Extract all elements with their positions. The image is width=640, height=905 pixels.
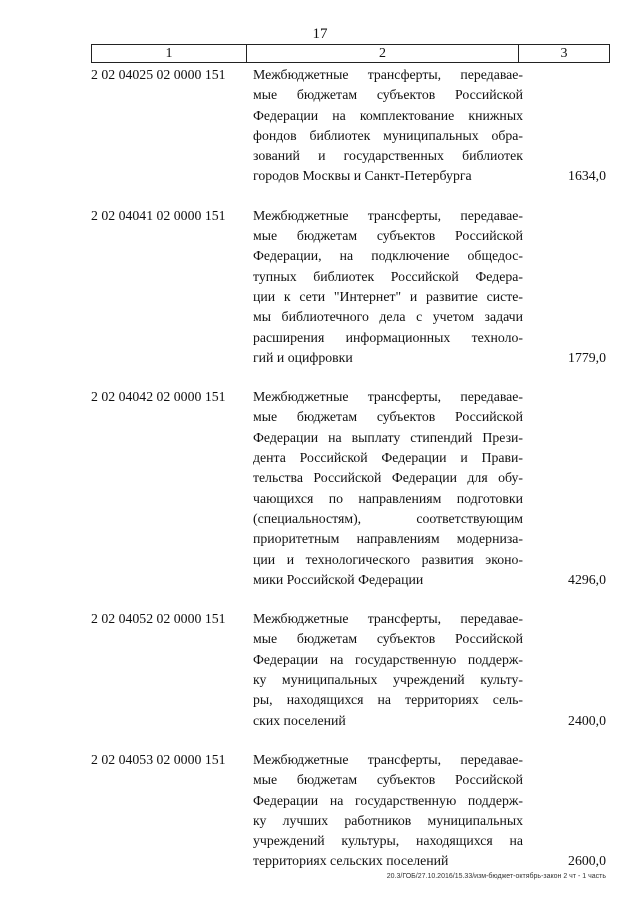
description-line: мые бюджетам субъектов Российской [253,87,523,103]
description-line: ку муниципальных учреждений культу- [253,672,523,688]
budget-code: 2 02 04042 02 0000 151 [91,389,226,405]
description-line: гий и оцифровки [253,349,353,365]
table-header [91,44,610,63]
description-line: зований и государственных библиотек [253,148,523,164]
amount-value: 2400,0 [568,712,606,728]
description-line: (специальностям), соответствующим [253,510,523,526]
description-line: тельства Российской Федерации для обу- [253,470,523,486]
description-line: Межбюджетные трансферты, передавае- [253,207,523,223]
description-line: Межбюджетные трансферты, передавае- [253,389,523,405]
description-line: ских поселений [253,712,346,728]
description-line: ции и технологического развития эконо- [253,551,523,567]
description-line: тупных библиотек Российской Федера- [253,268,523,284]
header-column-3: 3 [560,46,568,61]
description-line: дента Российской Федерации и Прави- [253,450,523,466]
amount-value: 4296,0 [568,571,606,587]
description-line: учреждений культуры, находящихся на [253,833,523,849]
transfer-description [253,750,523,872]
transfer-description [253,387,523,590]
amount-value: 1634,0 [568,168,606,184]
amount-value: 1779,0 [568,349,606,365]
description-line: Федерации на государственную поддерж- [253,792,523,808]
description-line: Федерации на государственную поддерж- [253,651,523,667]
table-row [91,206,610,368]
description-line: чающихся по направлениям подготовки [253,490,523,506]
transfer-description [253,65,523,187]
table-body [91,65,610,891]
description-line: мые бюджетам субъектов Российской [253,772,523,788]
description-line: мые бюджетам субъектов Российской [253,228,523,244]
budget-code: 2 02 04041 02 0000 151 [91,207,226,223]
description-line: Межбюджетные трансферты, передавае- [253,751,523,767]
description-line: расширения информационных техноло- [253,329,523,345]
transfer-description [253,206,523,368]
description-line: ку лучших работников муниципальных [253,812,523,828]
description-line: ции к сети "Интернет" и развитие систе- [253,288,523,304]
description-line: фондов библиотек муниципальных обра- [253,127,523,143]
description-line: мые бюджетам субъектов Российской [253,631,523,647]
footer-file-path: 20.3/ГОБ/27.10.2016/15.33/изм-бюджет-октябрь-закон 2 чт - 1 часть [386,873,606,880]
budget-code: 2 02 04025 02 0000 151 [91,67,226,82]
table-row [91,750,610,872]
description-line: Федерации на комплектование книжных [253,107,523,123]
amount-value: 2600,0 [568,853,606,869]
description-line: территориях сельских поселений [253,853,449,869]
description-line: мы библиотечного дела с учетом задачи [253,309,523,325]
budget-code: 2 02 04053 02 0000 151 [91,751,226,767]
transfer-description [253,609,523,731]
description-line: Федерации на выплату стипендий Прези- [253,429,523,445]
description-line: ры, находящихся на территориях сель- [253,692,523,708]
description-line: Федерации, на подключение общедос- [253,248,523,264]
page-number: 17 [312,26,328,42]
budget-code: 2 02 04052 02 0000 151 [91,611,226,627]
header-column-2: 2 [247,45,519,62]
description-line: приоритетным направлениям модерниза- [253,531,523,547]
table-row [91,609,610,731]
header-column-1: 1 [92,45,247,62]
description-line: Межбюджетные трансферты, передавае- [253,611,523,627]
description-line: мые бюджетам субъектов Российской [253,409,523,425]
table-row [91,65,610,187]
description-line: Межбюджетные трансферты, передавае- [253,67,523,82]
table-row [91,387,610,590]
description-line: городов Москвы и Санкт-Петербурга [253,168,472,184]
description-line: мики Российской Федерации [253,571,424,587]
